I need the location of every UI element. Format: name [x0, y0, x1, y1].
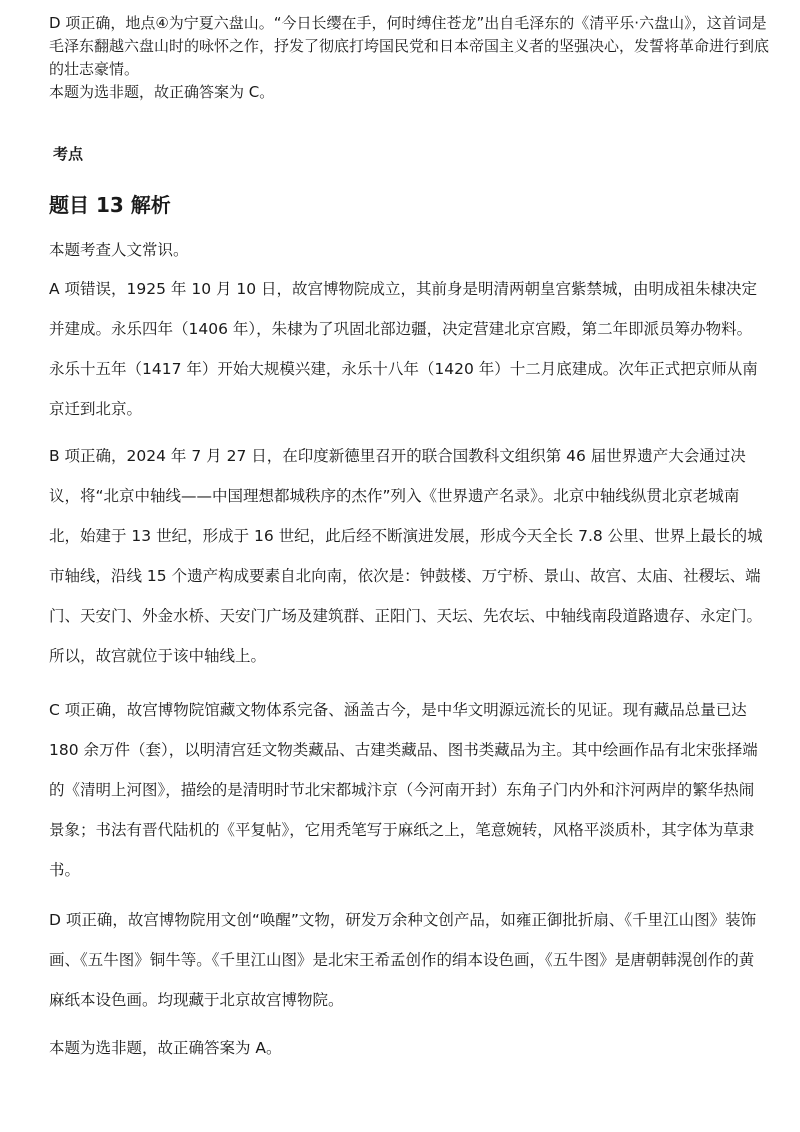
- option-b-paragraph: B 项正确，2024 年 7 月 27 日，在印度新德里召开的联合国教科文组织第 46 届世界遗产大会通过决议，将“北京中轴线——中国理想都城秩序的杰作”列入《世界遗产名录》。北京中轴线纵贯北京老城南北，始建于 13 世纪，形成于 16 世纪，此后经不断演进发展，形成今天全长 7.8 公里、世界上最长的城市轴线，沿线 15 个遗产构成要素自北向南，依次是：钟鼓楼、万宁桥、景山、故宫、太庙、社稷坛、端门、天安门、外金水桥、天安门广场及建筑群、正阳门、天坛、先农坛、中轴线南段道路遗存、永定门。所以，故宫就位于该中轴线上。: [49, 447, 763, 665]
- option-d-paragraph: D 项正确，故宫博物院用文创“唤醒”文物，研发万余种文创产品，如雍正御批折扇、《千里江山图》装饰画、《五牛图》铜牛等。《千里江山图》是北宋王希孟创作的绢本设色画，《五牛图》是唐朝韩滉创作的黄麻纸本设色画。均现藏于北京故宫博物院。: [49, 911, 757, 1009]
- previous-conclusion-text: 本题为选非题，故正确答案为 C。: [49, 83, 275, 101]
- option-c-paragraph: C 项正确，故宫博物院馆藏文物体系完备、涵盖古今，是中华文明源远流长的见证。现有藏品总量已达 180 余万件（套），以明清宫廷文物类藏品、古建类藏品、图书类藏品为主。其中绘画作品有北宋张择端的《清明上河图》，描绘的是清明时节北宋都城汴京（今河南开封）东角子门内外和汴河两岸的繁华热闹景象；书法有晋代陆机的《平复帖》，它用秃笔写于麻纸之上，笔意婉转，风格平淡质朴，其字体为草隶书。: [49, 701, 758, 879]
- kaodian-label: 考点: [53, 145, 84, 163]
- question-intro-text: 本题考查人文常识。: [49, 241, 189, 259]
- previous-answer-block: [49, 12, 769, 104]
- conclusion-text: 本题为选非题，故正确答案为 A。: [49, 1039, 282, 1057]
- previous-option-d-text: D 项正确，地点④为宁夏六盘山。“今日长缨在手，何时缚住苍龙”出自毛泽东的《清平乐·六盘山》，这首词是毛泽东翻越六盘山时的咏怀之作，抒发了彻底打垮国民党和日本帝国主义者的坚强决心，发誓将革命进行到底的壮志豪情。: [49, 14, 770, 78]
- question-13-title: 题目 13 解析: [49, 193, 171, 217]
- option-a-paragraph: A 项错误，1925 年 10 月 10 日，故宫博物院成立，其前身是明清两朝皇宫紫禁城，由明成祖朱棣决定并建成。永乐四年（1406 年），朱棣为了巩固北部边疆，决定营建北京宫殿，第二年即派员筹办物料。永乐十五年（1417 年）开始大规模兴建，永乐十八年（1420 年）十二月底建成。次年正式把京师从南京迁到北京。: [49, 280, 758, 418]
